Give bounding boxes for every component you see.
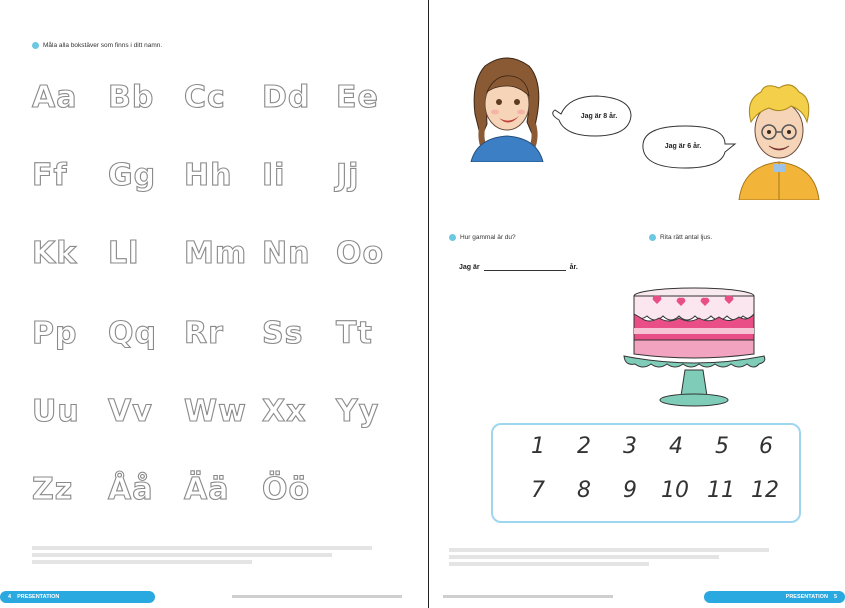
age-task-instruction (449, 234, 516, 241)
number-item[interactable]: 7 (531, 478, 545, 503)
letter-pair[interactable]: Cc (184, 80, 226, 115)
right-copyright-note (443, 594, 613, 598)
letter-pair[interactable]: Jj (336, 158, 360, 193)
number-item[interactable]: 12 (751, 478, 779, 503)
letter-pair[interactable]: Rr (184, 316, 224, 351)
letter-pair[interactable]: Ll (108, 236, 140, 271)
age-answer-line (459, 263, 578, 271)
age-sentence-end: år. (569, 264, 578, 271)
letter-pair[interactable]: Aa (32, 80, 78, 115)
letter-pair[interactable]: Tt (336, 316, 373, 351)
letter-pair[interactable]: Hh (184, 158, 233, 193)
age-answer-blank[interactable] (484, 263, 566, 271)
number-item[interactable]: 1 (531, 434, 545, 459)
task-bullet-icon (649, 234, 656, 241)
letter-pair[interactable]: Oo (336, 236, 385, 271)
right-footer-label: PRESENTATION (785, 594, 828, 600)
number-item[interactable]: 5 (715, 434, 729, 459)
right-page-number: 5 (833, 594, 837, 600)
letter-pair[interactable]: Öö (262, 472, 311, 507)
letter-pair[interactable]: Yy (336, 394, 380, 429)
letter-pair[interactable]: Gg (108, 158, 157, 193)
number-item[interactable]: 9 (623, 478, 637, 503)
letter-pair[interactable]: Bb (108, 80, 155, 115)
letter-pair[interactable]: Ss (262, 316, 304, 351)
age-task-text: Hur gammal är du? (460, 234, 516, 241)
number-item[interactable]: 11 (707, 478, 735, 503)
number-item[interactable]: 3 (623, 434, 637, 459)
letter-pair[interactable]: Ee (336, 80, 379, 115)
letter-pair[interactable]: Mm (184, 236, 248, 271)
teacher-notes (32, 546, 392, 564)
letter-pair[interactable]: Xx (262, 394, 307, 429)
letter-pair[interactable]: Åå (108, 472, 154, 507)
letter-pair[interactable]: Ää (184, 472, 230, 507)
letter-pair[interactable]: Zz (32, 472, 74, 507)
candle-task-instruction (649, 234, 712, 241)
cake-illustration (619, 284, 769, 414)
right-footer-bar (704, 591, 845, 603)
left-footer-bar (0, 591, 155, 603)
number-item[interactable]: 6 (759, 434, 773, 459)
letter-pair[interactable]: Qq (108, 316, 157, 351)
left-footer-label: PRESENTATION (17, 594, 60, 600)
number-item[interactable]: 8 (577, 478, 591, 503)
number-item[interactable]: 4 (669, 434, 683, 459)
number-item[interactable]: 10 (661, 478, 689, 503)
letter-pair[interactable]: Kk (32, 236, 78, 271)
left-page-number: 4 (8, 594, 12, 600)
letter-pair[interactable]: Ff (32, 158, 68, 193)
letter-pair[interactable]: Dd (262, 80, 311, 115)
letter-pair[interactable]: Vv (108, 394, 153, 429)
boy-illustration (735, 82, 821, 200)
girl-illustration (467, 52, 547, 162)
letter-pair[interactable]: Ww (184, 394, 247, 429)
left-task-text: Måla alla bokstäver som finns i ditt namn. (43, 42, 163, 49)
right-teacher-notes (449, 548, 789, 566)
candle-task-text: Rita rätt antal ljus. (660, 234, 713, 241)
left-task-instruction (32, 42, 162, 49)
letter-pair[interactable]: Uu (32, 394, 80, 429)
right-page (429, 0, 845, 608)
number-item[interactable]: 2 (577, 434, 591, 459)
girl-speech-text: Jag är 8 år. (580, 112, 618, 120)
letter-pair[interactable]: Nn (262, 236, 311, 271)
letter-pair[interactable]: Pp (32, 316, 78, 351)
letter-pair[interactable]: Ii (262, 158, 286, 193)
left-copyright-note (232, 594, 402, 598)
task-bullet-icon (449, 234, 456, 241)
task-bullet-icon (32, 42, 39, 49)
boy-speech-text: Jag är 6 år. (664, 142, 702, 150)
age-sentence-start: Jag är (459, 264, 480, 271)
